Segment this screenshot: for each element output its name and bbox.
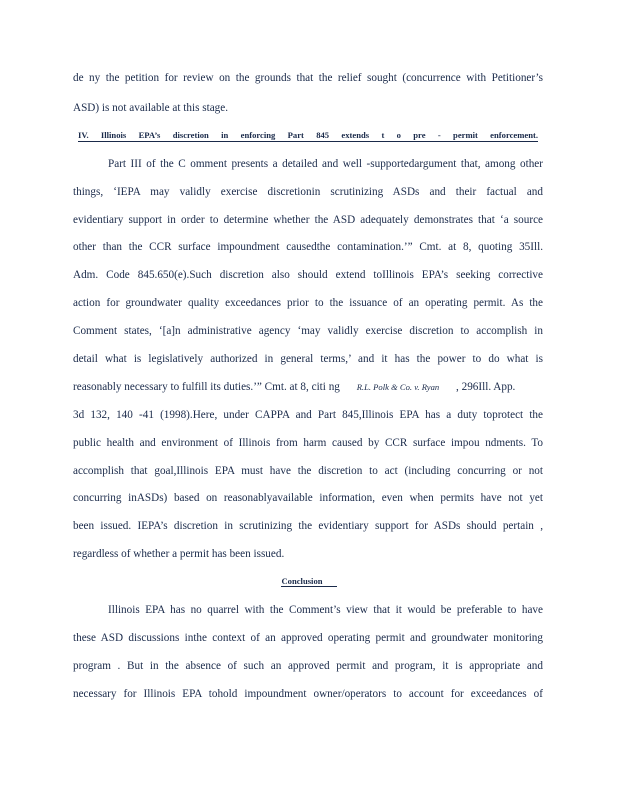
paragraph-1-line-1: de ny the petition for review on the grounds that the relief sought (concurrence with Petitioner’s (73, 72, 543, 84)
section-heading: IV. Illinois EPA’s discretion in enforcing Part 845 extends t o pre - permit enforcement. (78, 130, 538, 140)
paragraph-1-line-2: ASD) is not available at this stage. (73, 102, 229, 114)
paragraph-2-line-13: concurring inASDs) based on reasonablyavailable information, even when permits have not yet (73, 492, 543, 504)
paragraph-2-line-9-text: reasonably necessary to fulfill its duties.’” Cmt. at 8, citi ng (73, 381, 340, 393)
citation-case-name: R.L. Polk & Co. v. Ryan (356, 382, 440, 392)
paragraph-2-line-2: things, ‘IEPA may validly exercise discretionin scrutinizing ASDs and their factual and (73, 186, 543, 198)
paragraph-2-line-5: Adm. Code 845.650(e).Such discretion also should extend toIllinois EPA’s seeking corrective (73, 269, 543, 281)
paragraph-3-line-3: program . But in the absence of such an approved permit and program, it is appropriate and (73, 660, 543, 672)
paragraph-2-line-8: detail what is legislatively authorized in general terms,’ and it has the power to do what is (73, 353, 543, 365)
paragraph-2-line-3: evidentiary support in order to determine whether the ASD adequately demonstrates that ‘a source (73, 214, 543, 226)
paragraph-2-line-12: accomplish that goal,Illinois EPA must have the discretion to act (including concurring or not (73, 465, 543, 477)
paragraph-2-line-1: Part III of the C omment presents a detailed and well -supportedargument that, among other (108, 158, 543, 170)
paragraph-3-line-2: these ASD discussions inthe context of an approved operating permit and groundwater monitoring (73, 632, 543, 644)
paragraph-2-line-6: action for groundwater quality exceedances prior to the issuance of an operating permit. As the (73, 297, 543, 309)
paragraph-2-line-14: been issued. IEPA’s discretion in scrutinizing the evidentiary support for ASDs should pertain , (73, 520, 543, 532)
paragraph-2-line-9 (73, 380, 543, 394)
section-heading-underline (78, 141, 538, 142)
paragraph-2-line-11: public health and environment of Illinois from harm caused by CCR surface impou ndments. To (73, 437, 543, 449)
conclusion-heading-text: Conclusion (281, 576, 336, 587)
citation-tail: , 296Ill. App. (456, 381, 516, 393)
paragraph-2-line-10: 3d 132, 140 -41 (1998).Here, under CAPPA and Part 845,Illinois EPA has a duty toprotect the (73, 409, 543, 421)
paragraph-2-line-15: regardless of whether a permit has been issued. (73, 548, 285, 560)
paragraph-2-line-7: Comment states, ‘[a]n administrative agency ‘may validly exercise discretion to accomplish in (73, 325, 543, 337)
paragraph-3-line-4: necessary for Illinois EPA tohold impoundment owner/operators to account for exceedances of (73, 688, 543, 700)
paragraph-3-line-1: Illinois EPA has no quarrel with the Comment’s view that it would be preferable to have (108, 604, 543, 616)
conclusion-heading (0, 575, 618, 587)
paragraph-2-line-4: other than the CCR surface impoundment causedthe contamination.’” Cmt. at 8, quoting 35Ill. (73, 241, 543, 253)
